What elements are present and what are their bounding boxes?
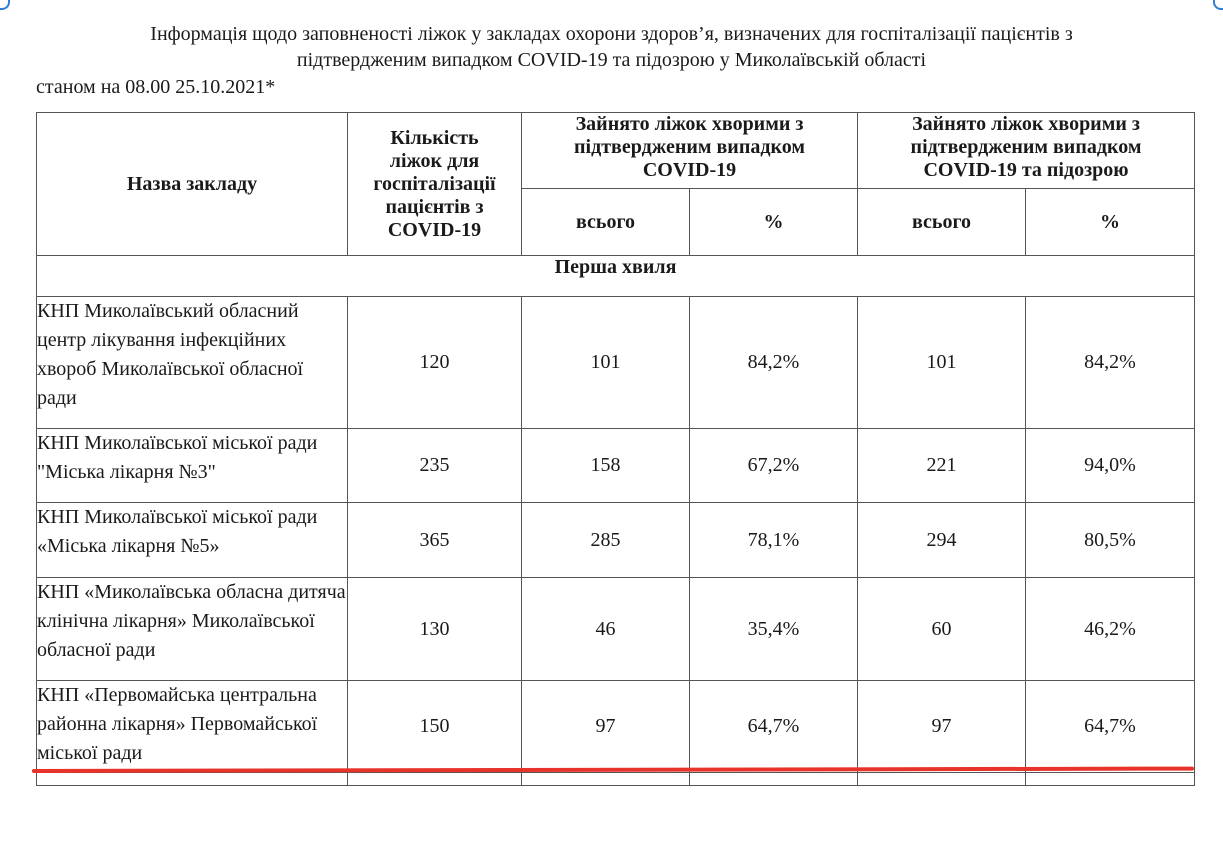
facility-name: КНП «Первомайська центральна районна лікарня» Первомайської міської ради	[37, 681, 348, 773]
suspected-total: 101	[858, 297, 1026, 429]
header-row-1	[37, 113, 1195, 189]
suspected-total: 97	[858, 681, 1026, 773]
table-row	[37, 578, 1195, 681]
confirmed-total: 158	[522, 429, 690, 503]
confirmed-total: 97	[522, 681, 690, 773]
confirmed-total: 285	[522, 503, 690, 578]
table-row	[37, 503, 1195, 578]
empty-cell	[522, 773, 690, 786]
suspected-percent: 94,0%	[1026, 429, 1195, 503]
document-title	[0, 21, 1223, 73]
title-line-1: Інформація щодо заповненості ліжок у закладах охорони здоров’я, визначених для госпіталізації пацієнтів з	[150, 23, 1073, 45]
confirmed-percent: 84,2%	[690, 297, 858, 429]
confirmed-total: 101	[522, 297, 690, 429]
date-line: станом на 08.00 25.10.2021*	[36, 76, 276, 98]
empty-cell	[1026, 773, 1195, 786]
header-suspected-total: всього	[858, 189, 1026, 256]
empty-cell	[858, 773, 1026, 786]
confirmed-percent: 78,1%	[690, 503, 858, 578]
title-line-2: підтвердженим випадком COVID-19 та підозрою у Миколаївській області	[296, 49, 927, 71]
confirmed-total: 46	[522, 578, 690, 681]
header-suspected-group: Зайнято ліжок хворими з підтвердженим випадком COVID-19 та підозрою	[858, 113, 1195, 189]
corner-mark-left	[0, 0, 10, 10]
header-name: Назва закладу	[37, 113, 348, 256]
beds-count: 120	[348, 297, 522, 429]
facility-name: КНП Миколаївський обласний центр лікування інфекційних хвороб Миколаївської обласної ради	[37, 297, 348, 429]
beds-count: 235	[348, 429, 522, 503]
corner-mark-right	[1213, 0, 1223, 10]
table-bottom-row	[37, 773, 1195, 786]
confirmed-percent: 64,7%	[690, 681, 858, 773]
empty-cell	[348, 773, 522, 786]
header-confirmed-group: Зайнято ліжок хворими з підтвердженим випадком COVID-19	[522, 113, 858, 189]
suspected-percent: 80,5%	[1026, 503, 1195, 578]
header-suspected-percent: %	[1026, 189, 1195, 256]
empty-cell	[37, 773, 348, 786]
empty-cell	[690, 773, 858, 786]
facility-name: КНП «Миколаївська обласна дитяча клінічна лікарня» Миколаївської обласної ради	[37, 578, 348, 681]
header-beds: Кількість ліжок для госпіталізації пацієнтів з COVID-19	[348, 113, 522, 256]
confirmed-percent: 35,4%	[690, 578, 858, 681]
table-row	[37, 681, 1195, 773]
facility-name: КНП Миколаївської міської ради «Міська лікарня №5»	[37, 503, 348, 578]
suspected-percent: 46,2%	[1026, 578, 1195, 681]
beds-count: 130	[348, 578, 522, 681]
section-title: Перша хвиля	[37, 256, 1195, 297]
facility-name: КНП Миколаївської міської ради "Міська лікарня №3"	[37, 429, 348, 503]
confirmed-percent: 67,2%	[690, 429, 858, 503]
section-row	[37, 256, 1195, 297]
suspected-percent: 64,7%	[1026, 681, 1195, 773]
beds-count: 150	[348, 681, 522, 773]
suspected-percent: 84,2%	[1026, 297, 1195, 429]
beds-count: 365	[348, 503, 522, 578]
suspected-total: 294	[858, 503, 1026, 578]
table-row	[37, 429, 1195, 503]
suspected-total: 221	[858, 429, 1026, 503]
header-confirmed-percent: %	[690, 189, 858, 256]
header-confirmed-total: всього	[522, 189, 690, 256]
beds-occupancy-table	[36, 112, 1195, 786]
table-row	[37, 297, 1195, 429]
suspected-total: 60	[858, 578, 1026, 681]
